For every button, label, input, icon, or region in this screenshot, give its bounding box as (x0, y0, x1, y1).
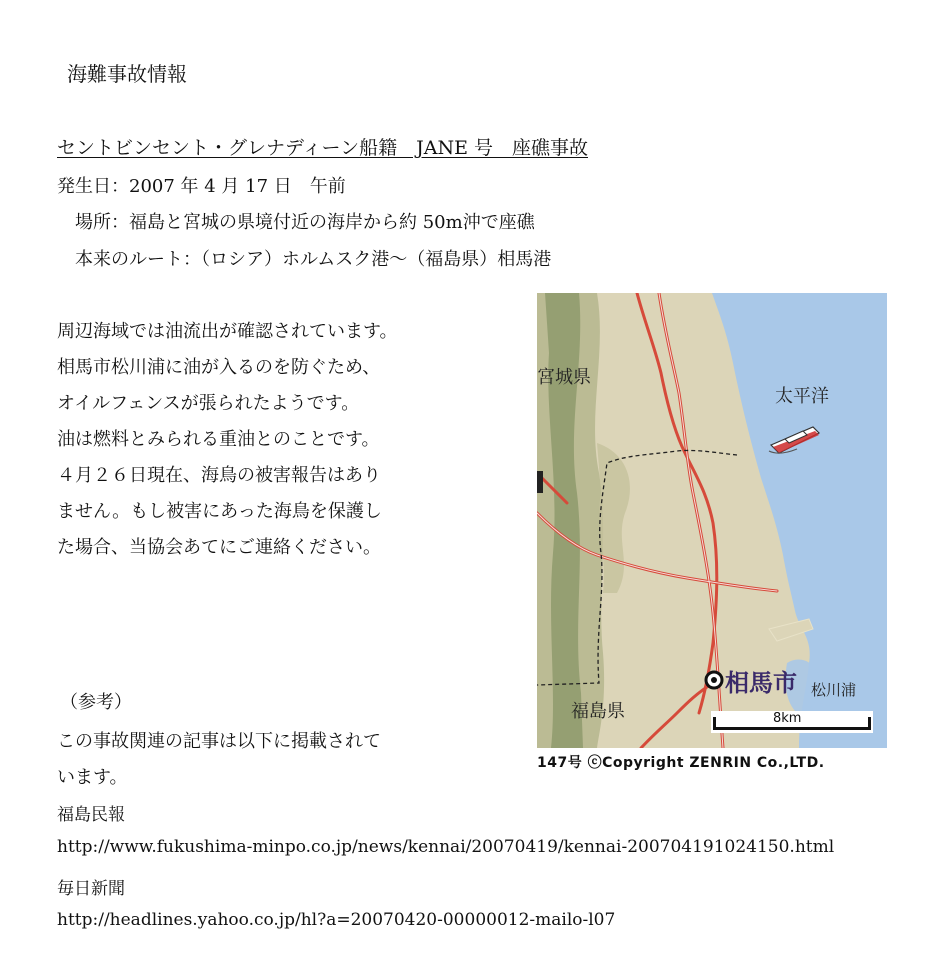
city-marker-icon (703, 669, 725, 691)
incident-route: 本来のルート：（ロシア）ホルムスク港～（福島県）相馬港 (57, 249, 552, 270)
page-title: 海難事故情報 (67, 62, 187, 86)
scale-label: 8km (773, 711, 802, 726)
description-line: 油は燃料とみられる重油とのことです。 (57, 429, 380, 450)
description-line: ４月２６日現在、海鳥の被害報告はあり (57, 465, 381, 486)
map-label-pacific: 太平洋 (775, 386, 829, 407)
source-name-minpo: 福島民報 (57, 805, 125, 825)
incident-map (537, 293, 887, 748)
reference-intro-cont: います。 (57, 767, 128, 788)
incident-date: 発生日：2007 年 4 月 17 日 午前 (57, 176, 346, 197)
reference-label: （参考） (60, 692, 132, 713)
description-line: オイルフェンスが張られたようです。 (57, 393, 360, 414)
scale-bar (711, 711, 873, 733)
source-link-minpo[interactable]: http://www.fukushima-minpo.co.jp/news/kennai/20070419/kennai-200704191024150.html (57, 837, 835, 857)
map-label-fukushima: 福島県 (571, 701, 625, 722)
reference-intro: この事故関連の記事は以下に掲載されて (57, 731, 381, 752)
incident-title: セントビンセント・グレナディーン船籍 JANE 号 座礁事故 (57, 137, 588, 159)
map-label-miyagi: 宮城県 (537, 367, 591, 388)
ship-icon (767, 423, 823, 459)
incident-description (57, 314, 477, 566)
description-line: 相馬市松川浦に油が入るのを防ぐため、 (57, 357, 381, 378)
source-name-mainichi: 毎日新聞 (57, 879, 125, 899)
description-line: た場合、当協会あてにご連絡ください。 (57, 537, 381, 558)
source-link-mainichi[interactable]: http://headlines.yahoo.co.jp/hl?a=20070420-00000012-mailo-l07 (57, 910, 616, 930)
description-line: ません。もし被害にあった海鳥を保護し (57, 501, 382, 522)
incident-location: 場所：福島と宮城の県境付近の海岸から約 50m沖で座礁 (57, 212, 535, 233)
map-label-soma: 相馬市 (725, 669, 797, 697)
map-copyright: 147号 ⓒCopyright ZENRIN Co.,LTD. (537, 755, 825, 771)
description-line: 周辺海域では油流出が確認されています。 (57, 321, 398, 342)
map-label-matsukawaura: 松川浦 (811, 681, 857, 699)
